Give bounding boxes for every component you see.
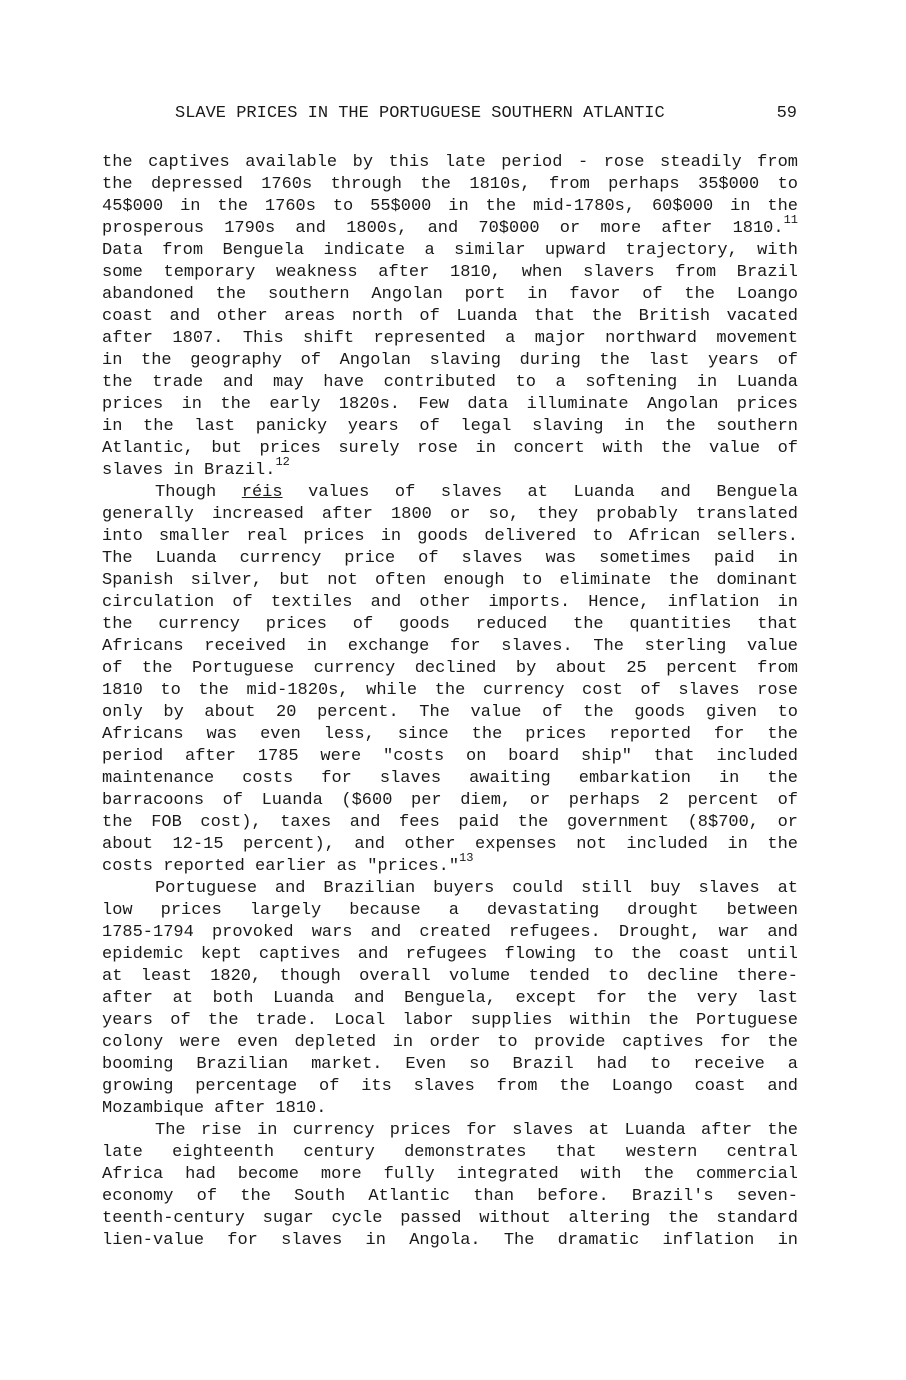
- text-line: costs reported earlier as "prices."$^{13}$: [102, 851, 474, 876]
- text-line: 1810 to the mid-1820s, while the currency cost of slaves rose: [102, 681, 798, 700]
- running-head: [175, 101, 797, 127]
- text-line: after at both Luanda and Benguela, except for the very last: [102, 989, 798, 1008]
- text-line: late eighteenth century demonstrates that western central: [102, 1143, 798, 1162]
- text-line: only by about 20 percent. The value of the goods given to: [102, 703, 798, 722]
- text-line: 45$000 in the 1760s to 55$000 in the mid-1780s, 60$000 in the: [102, 197, 798, 216]
- text-line: Though réis values of slaves at Luanda and Benguela: [155, 483, 799, 502]
- text-line: slaves in Brazil.$^{12}$: [102, 455, 290, 480]
- text-line: coast and other areas north of Luanda that the British vacated: [102, 307, 798, 326]
- text-line: teenth-century sugar cycle passed without altering the standard: [102, 1209, 798, 1228]
- text-line: The Luanda currency price of slaves was sometimes paid in: [102, 549, 798, 568]
- running-title: SLAVE PRICES IN THE PORTUGUESE SOUTHERN ATLANTIC: [175, 104, 665, 123]
- text-line: the currency prices of goods reduced the quantities that: [102, 615, 798, 634]
- text-line: Data from Benguela indicate a similar upward trajectory, with: [102, 241, 798, 260]
- text-line: maintenance costs for slaves awaiting embarkation in the: [102, 769, 798, 788]
- text-line: about 12-15 percent), and other expenses not included in the: [102, 835, 798, 854]
- text-line: low prices largely because a devastating drought between: [102, 901, 798, 920]
- text-line: Mozambique after 1810.: [102, 1099, 327, 1118]
- text-line: into smaller real prices in goods delivered to African sellers.: [102, 527, 798, 546]
- text-line: the depressed 1760s through the 1810s, from perhaps 35$000 to: [102, 175, 798, 194]
- text-line: years of the trade. Local labor supplies within the Portuguese: [102, 1011, 798, 1030]
- text-line: the FOB cost), taxes and fees paid the government (8$700, or: [102, 813, 798, 832]
- text-line: prosperous 1790s and 1800s, and 70$000 or more after 1810.11: [102, 213, 798, 238]
- text-line: barracoons of Luanda ($600 per diem, or perhaps 2 percent of: [102, 791, 798, 810]
- text-line: circulation of textiles and other imports. Hence, inflation in: [102, 593, 798, 612]
- text-line: after 1807. This shift represented a major northward movement: [102, 329, 798, 348]
- text-line: growing percentage of its slaves from the Loango coast and: [102, 1077, 798, 1096]
- text-line: booming Brazilian market. Even so Brazil had to receive a: [102, 1055, 798, 1074]
- text-line: 1785-1794 provoked wars and created refugees. Drought, war and: [102, 923, 798, 942]
- page-number: 59: [776, 104, 797, 123]
- text-line: prices in the early 1820s. Few data illuminate Angolan prices: [102, 395, 798, 414]
- text-line: epidemic kept captives and refugees flowing to the coast until: [102, 945, 798, 964]
- text-line: lien-value for slaves in Angola. The dramatic inflation in: [102, 1231, 798, 1250]
- footnote-ref-13: 13: [459, 851, 474, 866]
- text-line: Atlantic, but prices surely rose in concert with the value of: [102, 439, 798, 458]
- text-line: in the last panicky years of legal slaving in the southern: [102, 417, 798, 436]
- text-line: Africa had become more fully integrated with the commercial: [102, 1165, 798, 1184]
- text-line: of the Portuguese currency declined by about 25 percent from: [102, 659, 798, 678]
- text-line: The rise in currency prices for slaves at Luanda after the: [155, 1121, 798, 1140]
- reis-term: réis: [241, 483, 283, 502]
- text-line: at least 1820, though overall volume tended to decline there-: [102, 967, 798, 986]
- text-line: colony were even depleted in order to provide captives for the: [102, 1033, 798, 1052]
- text-line: the captives available by this late period - rose steadily from: [102, 153, 798, 172]
- body-text: [102, 152, 798, 1252]
- text-line: in the geography of Angolan slaving during the last years of: [102, 351, 798, 370]
- text-line: generally increased after 1800 or so, they probably translated: [102, 505, 798, 524]
- text-line: abandoned the southern Angolan port in favor of the Loango: [102, 285, 798, 304]
- text-line: Africans received in exchange for slaves. The sterling value: [102, 637, 798, 656]
- footnote-ref-12: 12: [275, 455, 290, 470]
- text-line: Africans was even less, since the prices reported for the: [102, 725, 798, 744]
- text-line: the trade and may have contributed to a softening in Luanda: [102, 373, 798, 392]
- footnote-ref-11: 11: [783, 213, 798, 228]
- text-line: economy of the South Atlantic than before. Brazil's seven-: [102, 1187, 798, 1206]
- text-line: period after 1785 were "costs on board ship" that included: [102, 747, 798, 766]
- text-line: some temporary weakness after 1810, when slavers from Brazil: [102, 263, 798, 282]
- text-line: Portuguese and Brazilian buyers could still buy slaves at: [155, 879, 798, 898]
- text-line: Spanish silver, but not often enough to eliminate the dominant: [102, 571, 798, 590]
